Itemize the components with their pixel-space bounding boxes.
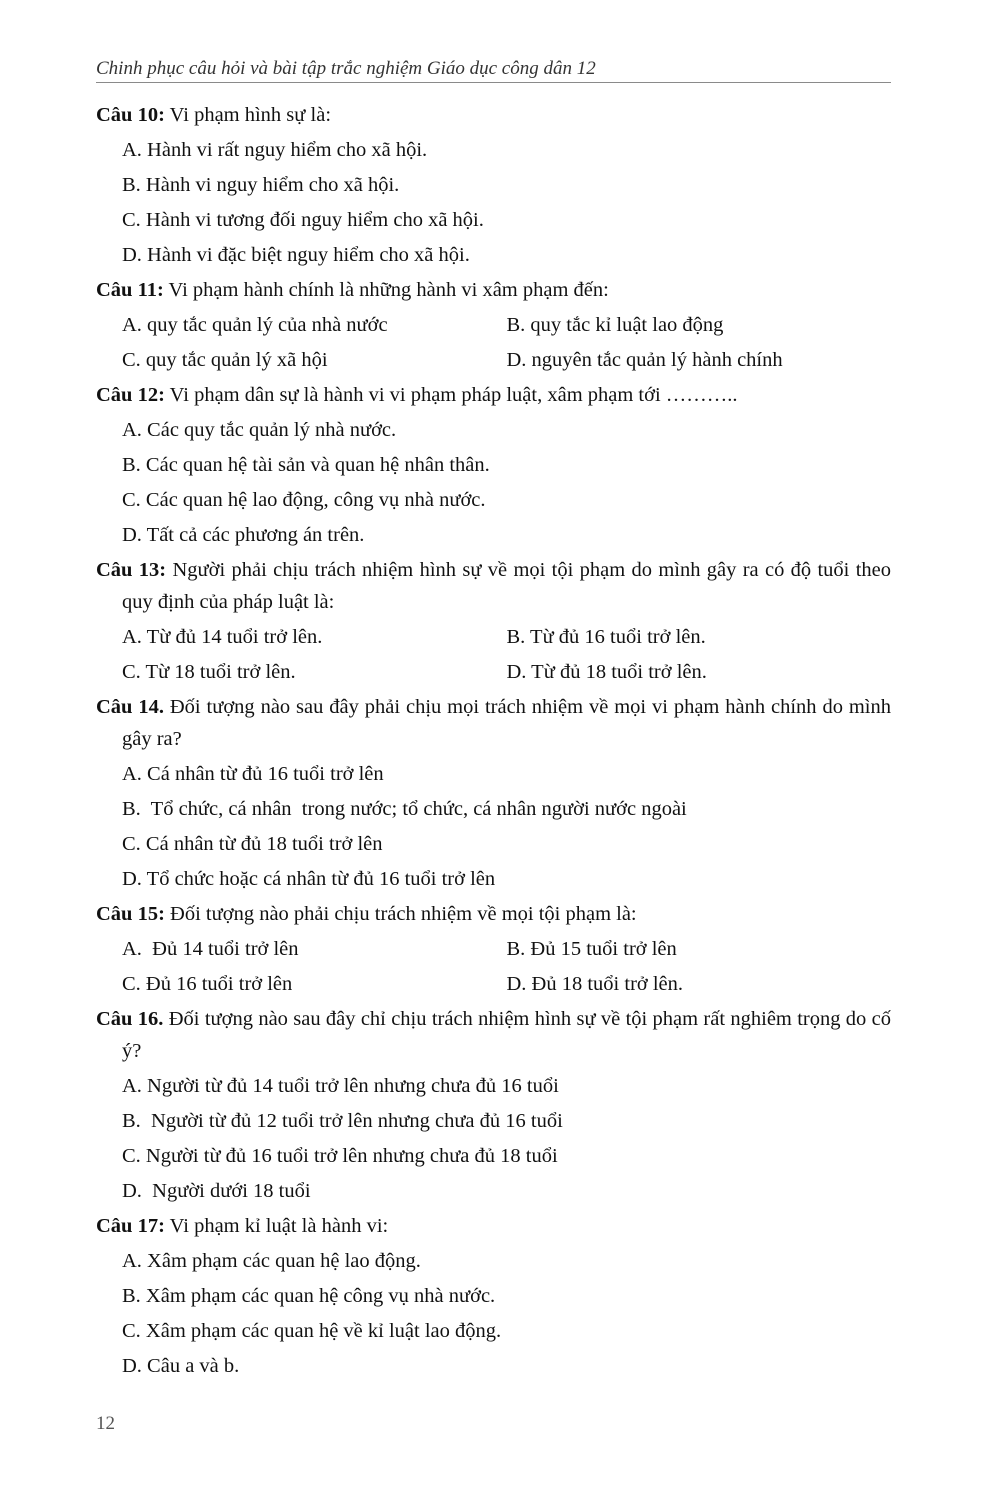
question-text: Đối tượng nào phải chịu trách nhiệm về mọi tội phạm là: [164, 903, 637, 925]
question-list [96, 99, 891, 1382]
question-stem [96, 1003, 891, 1067]
answer-option-a: A. Từ đủ 14 tuổi trở lên. [122, 626, 323, 648]
question-12 [96, 379, 891, 551]
question-stem [96, 1210, 891, 1242]
question-10 [96, 99, 891, 271]
answer-option-d: D. Từ đủ 18 tuổi trở lên. [506, 661, 707, 683]
answer-option-d: D. Người dưới 18 tuổi [122, 1180, 311, 1202]
answer-option-a: A. quy tắc quản lý của nhà nước [122, 314, 388, 336]
answer-option-c: C. Cá nhân từ đủ 18 tuổi trở lên [122, 833, 383, 855]
answer-row [96, 344, 891, 376]
answer-option-d: D. Hành vi đặc biệt nguy hiểm cho xã hội. [122, 244, 470, 266]
answer-row [96, 968, 891, 1000]
answer-option-c: C. Từ 18 tuổi trở lên. [122, 661, 296, 683]
answer-option-d: D. Đủ 18 tuổi trở lên. [506, 973, 684, 995]
answer-option-a: A. Đủ 14 tuổi trở lên [122, 938, 299, 960]
answer-option-b: B. Tổ chức, cá nhân trong nước; tổ chức, cá nhân người nước ngoài [122, 798, 687, 820]
answer-option-b: B. Xâm phạm các quan hệ công vụ nhà nước. [122, 1285, 496, 1307]
answer-option-d: D. Tất cả các phương án trên. [122, 524, 365, 546]
answer-row [96, 309, 891, 341]
question-label: Câu 13: [96, 559, 167, 581]
question-label: Câu 16. [96, 1008, 164, 1030]
question-text: Vi phạm kỉ luật là hành vi: [164, 1215, 389, 1237]
answer-row [96, 621, 891, 653]
question-label: Câu 14. [96, 696, 164, 718]
answer-option-a: A. Xâm phạm các quan hệ lao động. [122, 1250, 421, 1272]
answer-option-c: C. Hành vi tương đối nguy hiểm cho xã hội. [122, 209, 484, 231]
answer-option-b: B. Đủ 15 tuổi trở lên [506, 938, 677, 960]
question-16 [96, 1003, 891, 1207]
question-stem [96, 99, 891, 131]
page-header-title: Chinh phục câu hỏi và bài tập trắc nghiệm Giáo dục công dân 12 [96, 58, 596, 79]
answer-option-b: B. quy tắc kỉ luật lao động [506, 314, 724, 336]
question-15 [96, 898, 891, 1000]
question-stem [96, 379, 891, 411]
question-text: Vi phạm dân sự là hành vi vi phạm pháp luật, xâm phạm tới ……….. [164, 384, 738, 406]
question-label: Câu 15: [96, 903, 165, 925]
answer-option-d: D. Tổ chức hoặc cá nhân từ đủ 16 tuổi trở lên [122, 868, 496, 890]
question-label: Câu 11: [96, 279, 164, 301]
answer-option-c: C. quy tắc quản lý xã hội [122, 349, 328, 371]
answer-option-c: C. Xâm phạm các quan hệ về kỉ luật lao động. [122, 1320, 502, 1342]
question-text: Đối tượng nào sau đây chỉ chịu trách nhiệm hình sự về tội phạm rất nghiêm trọng do cố ý? [122, 1008, 891, 1062]
question-11 [96, 274, 891, 376]
question-13 [96, 554, 891, 688]
answer-option-b: B. Hành vi nguy hiểm cho xã hội. [122, 174, 400, 196]
answer-option-a: A. Người từ đủ 14 tuổi trở lên nhưng chưa đủ 16 tuổi [122, 1075, 559, 1097]
question-stem [96, 274, 891, 306]
answer-option-b: B. Từ đủ 16 tuổi trở lên. [506, 626, 706, 648]
question-text: Người phải chịu trách nhiệm hình sự về mọi tội phạm do mình gây ra có độ tuổi theo quy định của pháp luật là: [122, 559, 891, 613]
question-label: Câu 10: [96, 104, 165, 126]
question-label: Câu 17: [96, 1215, 165, 1237]
question-text: Vi phạm hành chính là những hành vi xâm phạm đến: [163, 279, 609, 301]
answer-row [96, 656, 891, 688]
header-divider [96, 82, 891, 83]
question-17 [96, 1210, 891, 1382]
answer-option-c: C. Đủ 16 tuổi trở lên [122, 973, 293, 995]
answer-option-c: C. Các quan hệ lao động, công vụ nhà nước. [122, 489, 486, 511]
question-text: Đối tượng nào sau đây phải chịu mọi trách nhiệm về mọi vi phạm hành chính do mình gây ra? [122, 696, 891, 750]
answer-option-a: A. Các quy tắc quản lý nhà nước. [122, 419, 397, 441]
question-14 [96, 691, 891, 895]
answer-option-c: C. Người từ đủ 16 tuổi trở lên nhưng chưa đủ 18 tuổi [122, 1145, 558, 1167]
question-text: Vi phạm hình sự là: [164, 104, 332, 126]
answer-option-d: D. Câu a và b. [122, 1355, 240, 1377]
answer-option-b: B. Người từ đủ 12 tuổi trở lên nhưng chưa đủ 16 tuổi [122, 1110, 563, 1132]
answer-option-b: B. Các quan hệ tài sản và quan hệ nhân thân. [122, 454, 490, 476]
page-number: 12 [96, 1413, 115, 1434]
question-stem [96, 691, 891, 755]
question-label: Câu 12: [96, 384, 165, 406]
answer-option-a: A. Cá nhân từ đủ 16 tuổi trở lên [122, 763, 384, 785]
answer-option-d: D. nguyên tắc quản lý hành chính [506, 349, 783, 371]
answer-row [96, 933, 891, 965]
answer-option-a: A. Hành vi rất nguy hiểm cho xã hội. [122, 139, 428, 161]
question-stem [96, 898, 891, 930]
question-stem [96, 554, 891, 618]
